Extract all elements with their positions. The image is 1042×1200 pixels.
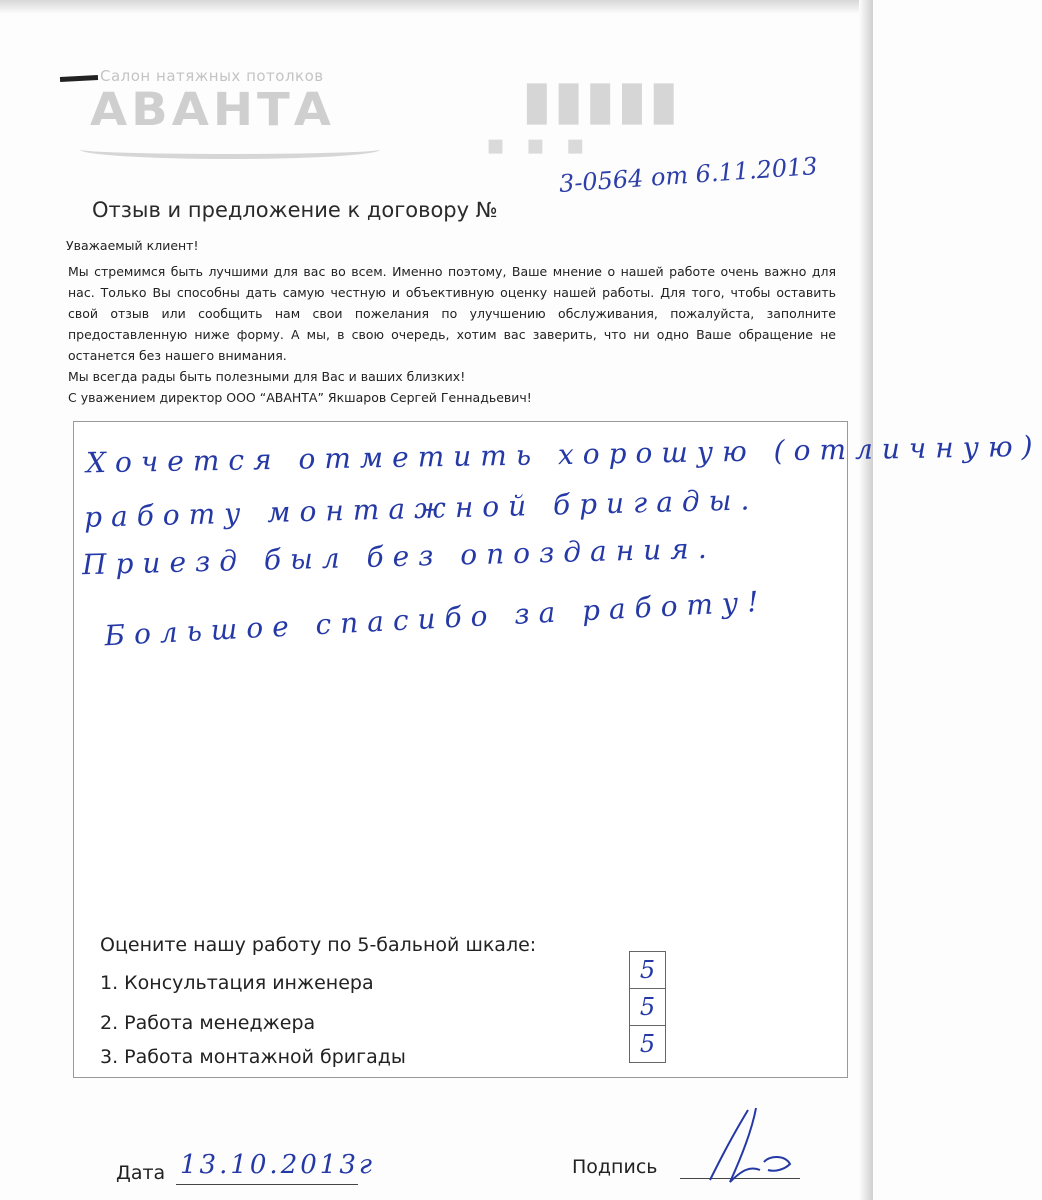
score-cell: 5 bbox=[629, 1025, 666, 1063]
date-value: 13.10.2013г bbox=[180, 1150, 376, 1180]
feedback-line: работу монтажной бригады. bbox=[83, 483, 759, 534]
logo-name: АВАНТА bbox=[90, 83, 335, 137]
rating-criterion: 1. Консультация инженера bbox=[100, 972, 374, 994]
date-label: Дата bbox=[116, 1162, 166, 1184]
contract-number: 3-0564 от 6.11.2013 bbox=[558, 151, 819, 198]
rating-title: Оцените нашу работу по 5-бальной шкале: bbox=[100, 934, 537, 956]
score-cell: 5 bbox=[629, 951, 666, 988]
bleed-through-word: ▮▮▮▮▮ bbox=[520, 68, 679, 131]
rating-criterion: 2. Работа менеджера bbox=[100, 1012, 316, 1034]
date-underline bbox=[176, 1184, 358, 1185]
score-column bbox=[629, 951, 666, 1061]
logo-tagline: Салон натяжных потолков bbox=[100, 67, 324, 85]
bleed-through-logo bbox=[480, 62, 790, 162]
logo-swoosh bbox=[80, 140, 380, 159]
feedback-line: Большое спасибо за работу! bbox=[103, 584, 769, 653]
signature-label: Подпись bbox=[572, 1156, 658, 1178]
greeting: Уважаемый клиент! bbox=[66, 238, 199, 253]
intro-paragraph: Мы стремимся быть лучшими для вас во всем. Именно поэтому, Ваше мнение о нашей работе очень важно для нас. Только Вы способны дать самую честную и объективную оценку нашей работы. Для того, чтобы оставить свой отзыв или сообщить нам свои пожелания по улучшению обслуживания, пожалуйста, заполните предоставленную ниже форму. А мы, в свою очередь, хотим вас заверить, что ни одно Ваше обращение не останется без нашего внимания. bbox=[68, 264, 836, 363]
company-logo bbox=[60, 62, 390, 162]
score-cell: 5 bbox=[629, 988, 666, 1025]
feedback-line: Приезд был без опоздания. bbox=[81, 531, 717, 582]
intro-text bbox=[68, 261, 836, 408]
signature-image bbox=[690, 1100, 800, 1190]
feedback-line: Хочется отметить хорошую (отличную) bbox=[85, 429, 1042, 480]
bleed-through-sub: ▪ ▪ ▪ bbox=[480, 128, 585, 161]
scan-edge-top bbox=[0, 0, 873, 14]
rating-criterion: 3. Работа монтажной бригады bbox=[100, 1046, 406, 1068]
director-signoff: С уважением директор ООО “АВАНТА” Якшаров Сергей Геннадьевич! bbox=[68, 390, 532, 405]
pen-mark bbox=[60, 75, 98, 82]
scan-edge-right bbox=[859, 0, 873, 1200]
intro-paragraph: Мы всегда рады быть полезными для Вас и ваших близких! bbox=[68, 369, 466, 384]
form-title: Отзыв и предложение к договору № bbox=[92, 198, 498, 222]
